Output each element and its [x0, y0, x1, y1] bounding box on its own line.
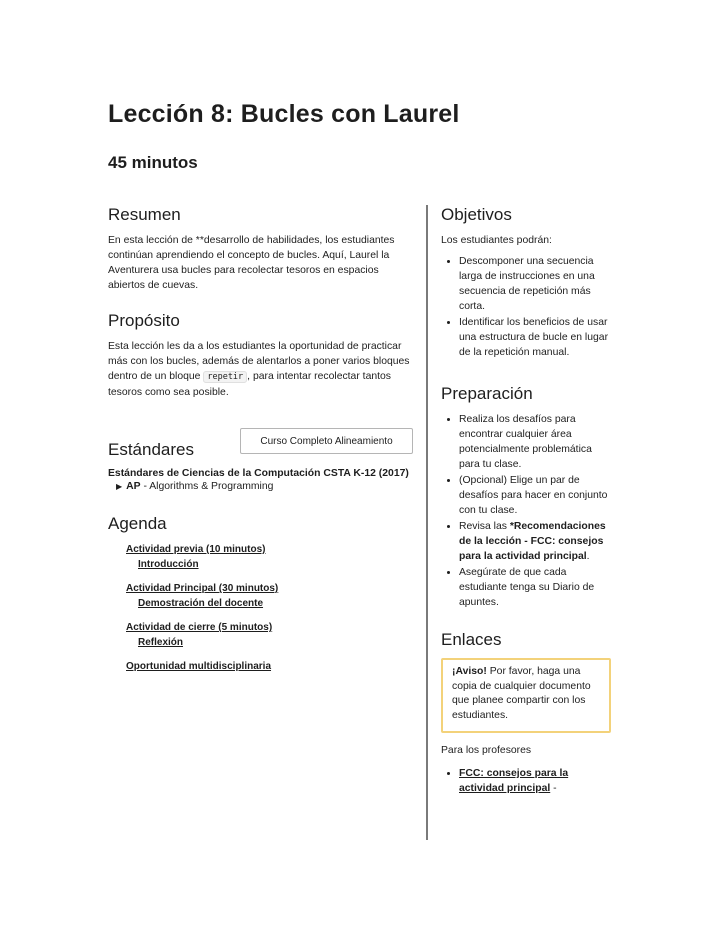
list-item	[459, 519, 611, 564]
summary-text: En esta lección de **desarrollo de habilidades, los estudiantes continúan aprendiendo el concepto de bucles. Aquí, Laurel la Aventurera usa bucles para recolectar tesoros en espacios abiertos de cuevas.	[108, 235, 395, 291]
list-item: • Asegúrate de que cada estudiante tenga su Diario de apuntes.	[459, 565, 611, 610]
objectives-section	[441, 205, 611, 360]
summary-section	[108, 205, 413, 293]
list-item: • Descomponer una secuencia larga de instrucciones en una secuencia de repetición más corta.	[459, 254, 611, 314]
objectives-heading: Objetivos	[441, 205, 512, 224]
agenda-link-reflection[interactable]: Reflexión	[138, 637, 184, 648]
agenda-link-cross-curricular[interactable]: Oportunidad multidisciplinaria	[126, 661, 272, 672]
agenda-group	[126, 620, 413, 650]
notice-text	[452, 665, 600, 723]
list-item: • Realiza los desafíos para encontrar cualquier área potencialmente problemática para tu clase.	[459, 412, 611, 472]
standards-framework: Estándares de Ciencias de la Computación CSTA K-12 (2017)	[108, 468, 409, 479]
summary-heading: Resumen	[108, 205, 181, 224]
right-column	[441, 205, 611, 814]
purpose-section	[108, 311, 413, 400]
agenda-link-wrapup[interactable]: Actividad de cierre (5 minutos)	[126, 622, 273, 633]
agenda-group	[126, 659, 413, 674]
agenda-link-warmup[interactable]: Actividad previa (10 minutos)	[126, 544, 266, 555]
list-item: • Identificar los beneficios de usar una estructura de bucle en lugar de la repetición manual.	[459, 315, 611, 360]
agenda-list	[108, 542, 413, 674]
preparation-list	[441, 412, 611, 610]
agenda-link-main-activity[interactable]: Actividad Principal (30 minutos)	[126, 583, 279, 594]
links-heading: Enlaces	[441, 630, 502, 649]
purpose-text-after: , para intentar recolectar tantos tesoros como sea posible.	[108, 371, 391, 398]
links-section	[441, 630, 611, 796]
review-prefix: Revisa las	[459, 521, 507, 532]
expand-triangle-icon[interactable]: ▶	[116, 482, 123, 491]
list-item: • (Opcional) Elige un par de desafíos para hacer en conjunto con tu clase.	[459, 473, 611, 518]
notice-bold: ¡Aviso!	[452, 666, 487, 677]
agenda-section	[108, 514, 413, 674]
preparation-heading: Preparación	[441, 384, 533, 403]
review-recommendations: *Recomendaciones de la lección - FCC: consejos para la actividad principal	[459, 521, 606, 562]
lesson-duration: 45 minutos	[108, 153, 198, 172]
purpose-text	[108, 339, 413, 400]
review-suffix: .	[586, 551, 590, 562]
agenda-link-introduction[interactable]: Introducción	[138, 559, 199, 570]
left-column	[108, 205, 413, 692]
purpose-heading: Propósito	[108, 311, 180, 330]
preparation-section	[441, 384, 611, 610]
notice-body: Por favor, haga una copia de cualquier documento que planee compartir con los estudiantes.	[452, 666, 591, 721]
objectives-list	[441, 254, 611, 360]
standards-header	[108, 428, 413, 460]
teacher-links-list	[441, 766, 611, 796]
repeat-block-code: repetir	[203, 371, 247, 383]
standard-code: AP	[126, 481, 141, 492]
agenda-group	[126, 581, 413, 611]
agenda-heading: Agenda	[108, 514, 167, 533]
agenda-link-teacher-demo[interactable]: Demostración del docente	[138, 598, 264, 609]
standard-item-ap[interactable]	[108, 481, 413, 492]
notice-callout	[441, 658, 611, 733]
standard-description: - Algorithms & Programming	[140, 481, 274, 492]
list-item	[459, 766, 611, 796]
objectives-intro: Los estudiantes podrán:	[441, 235, 552, 246]
teacher-link-suffix: -	[550, 783, 557, 794]
agenda-group	[126, 542, 413, 572]
page-title: Lección 8: Bucles con Laurel	[108, 100, 460, 128]
for-teachers-label: Para los profesores	[441, 745, 532, 756]
standards-heading: Estándares	[108, 440, 194, 459]
purpose-text-before: Esta lección les da a los estudiantes la oportunidad de practicar más con los bucles, además de alentarlos a poner varios bloques dentro de un bloque	[108, 341, 410, 382]
course-alignment-button[interactable]: Curso Completo Alineamiento	[240, 428, 413, 454]
fcc-tips-link[interactable]: FCC: consejos para la actividad principal	[459, 768, 569, 794]
column-divider	[426, 205, 428, 840]
